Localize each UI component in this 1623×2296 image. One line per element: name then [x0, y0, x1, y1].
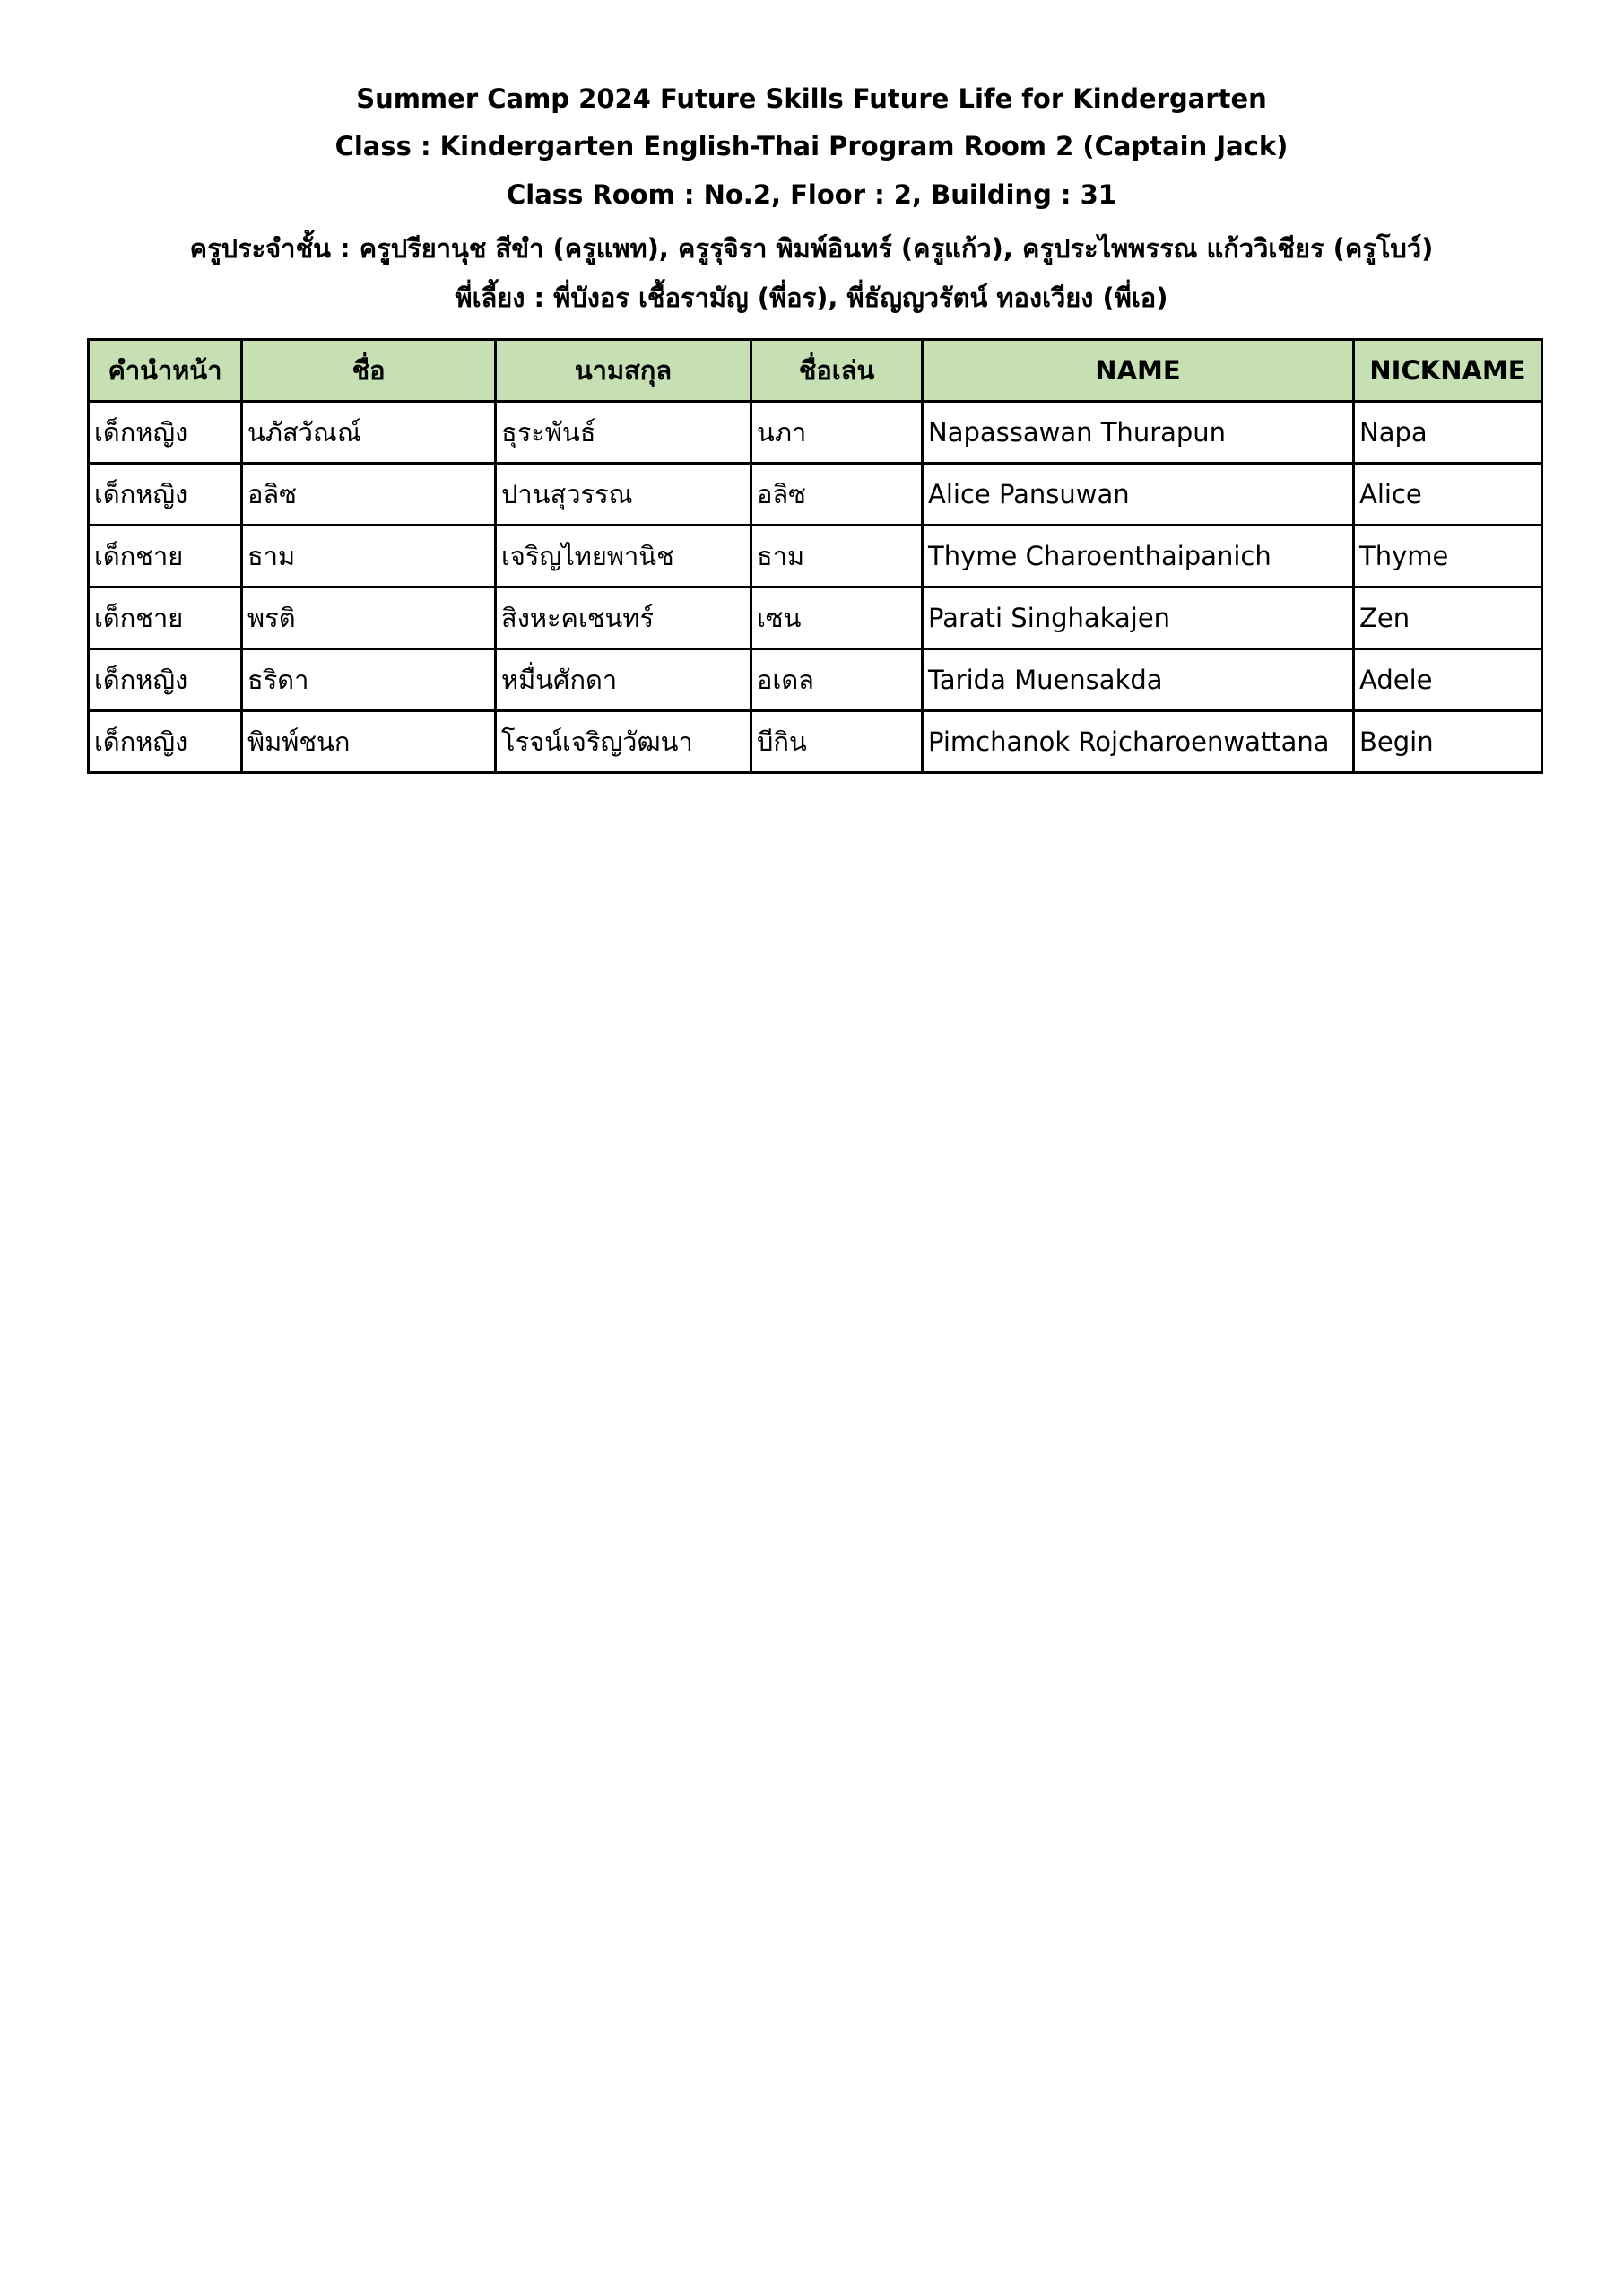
column-header-prefix: คำนำหน้า [89, 340, 242, 402]
table-row [89, 711, 1542, 773]
cell-nickname-thai: อลิซ [751, 464, 923, 526]
cell-name: Parati Singhakajen [923, 587, 1354, 649]
cell-nickname: Begin [1354, 711, 1542, 773]
cell-nickname-thai: บีกิน [751, 711, 923, 773]
class-name: Class : Kindergarten English-Thai Program Room 2 (Captain Jack) [334, 131, 1289, 161]
cell-nickname-thai: นภา [751, 402, 923, 464]
cell-last-name: โรจน์เจริญวัฒนา [496, 711, 751, 773]
cell-first-name: ธาม [242, 526, 496, 587]
cell-last-name: หมื่นศักดา [496, 649, 751, 711]
table-header-row [89, 340, 1542, 402]
cell-first-name: ธริดา [242, 649, 496, 711]
cell-name: Alice Pansuwan [923, 464, 1354, 526]
homeroom-teachers: ครูประจำชั้น : ครูปรียานุช สีขำ (ครูแพท), ครูรุจิรา พิมพ์อินทร์ (ครูแก้ว), ครูประไพพรรณ แก้ววิเชียร (ครูโบว์) [189, 233, 1434, 264]
cell-last-name: ธุระพันธ์ [496, 402, 751, 464]
cell-prefix: เด็กหญิง [89, 711, 242, 773]
column-header-nickname: NICKNAME [1354, 340, 1542, 402]
camp-title: Summer Camp 2024 Future Skills Future Life for Kindergarten [356, 83, 1267, 114]
column-header-name: NAME [923, 340, 1354, 402]
cell-nickname: Zen [1354, 587, 1542, 649]
table-row [89, 464, 1542, 526]
student-roster-table [87, 338, 1543, 774]
cell-last-name: เจริญไทยพานิช [496, 526, 751, 587]
cell-nickname-thai: ธาม [751, 526, 923, 587]
column-header-nickname-thai: ชื่อเล่น [751, 340, 923, 402]
class-room-location: Class Room : No.2, Floor : 2, Building : 31 [507, 179, 1116, 210]
cell-prefix: เด็กหญิง [89, 464, 242, 526]
cell-first-name: พรติ [242, 587, 496, 649]
cell-nickname: Adele [1354, 649, 1542, 711]
table-row [89, 526, 1542, 587]
cell-prefix: เด็กชาย [89, 587, 242, 649]
cell-first-name: พิมพ์ชนก [242, 711, 496, 773]
cell-nickname-thai: อเดล [751, 649, 923, 711]
cell-first-name: อลิซ [242, 464, 496, 526]
table-row [89, 402, 1542, 464]
cell-nickname: Alice [1354, 464, 1542, 526]
cell-prefix: เด็กหญิง [89, 402, 242, 464]
cell-name: Pimchanok Rojcharoenwattana [923, 711, 1354, 773]
cell-name: Tarida Muensakda [923, 649, 1354, 711]
table-row [89, 649, 1542, 711]
table-row [89, 587, 1542, 649]
column-header-first-name: ชื่อ [242, 340, 496, 402]
cell-nickname: Thyme [1354, 526, 1542, 587]
caretakers: พี่เลี้ยง : พี่บังอร เชื้อรามัญ (พี่อร), พี่ธัญญวรัตน์ ทองเวียง (พี่เอ) [455, 283, 1168, 313]
cell-last-name: สิงหะคเชนทร์ [496, 587, 751, 649]
column-header-last-name: นามสกุล [496, 340, 751, 402]
cell-name: Napassawan Thurapun [923, 402, 1354, 464]
cell-nickname: Napa [1354, 402, 1542, 464]
cell-prefix: เด็กชาย [89, 526, 242, 587]
cell-prefix: เด็กหญิง [89, 649, 242, 711]
cell-first-name: นภัสวัณณ์ [242, 402, 496, 464]
cell-last-name: ปานสุวรรณ [496, 464, 751, 526]
cell-name: Thyme Charoenthaipanich [923, 526, 1354, 587]
cell-nickname-thai: เซน [751, 587, 923, 649]
